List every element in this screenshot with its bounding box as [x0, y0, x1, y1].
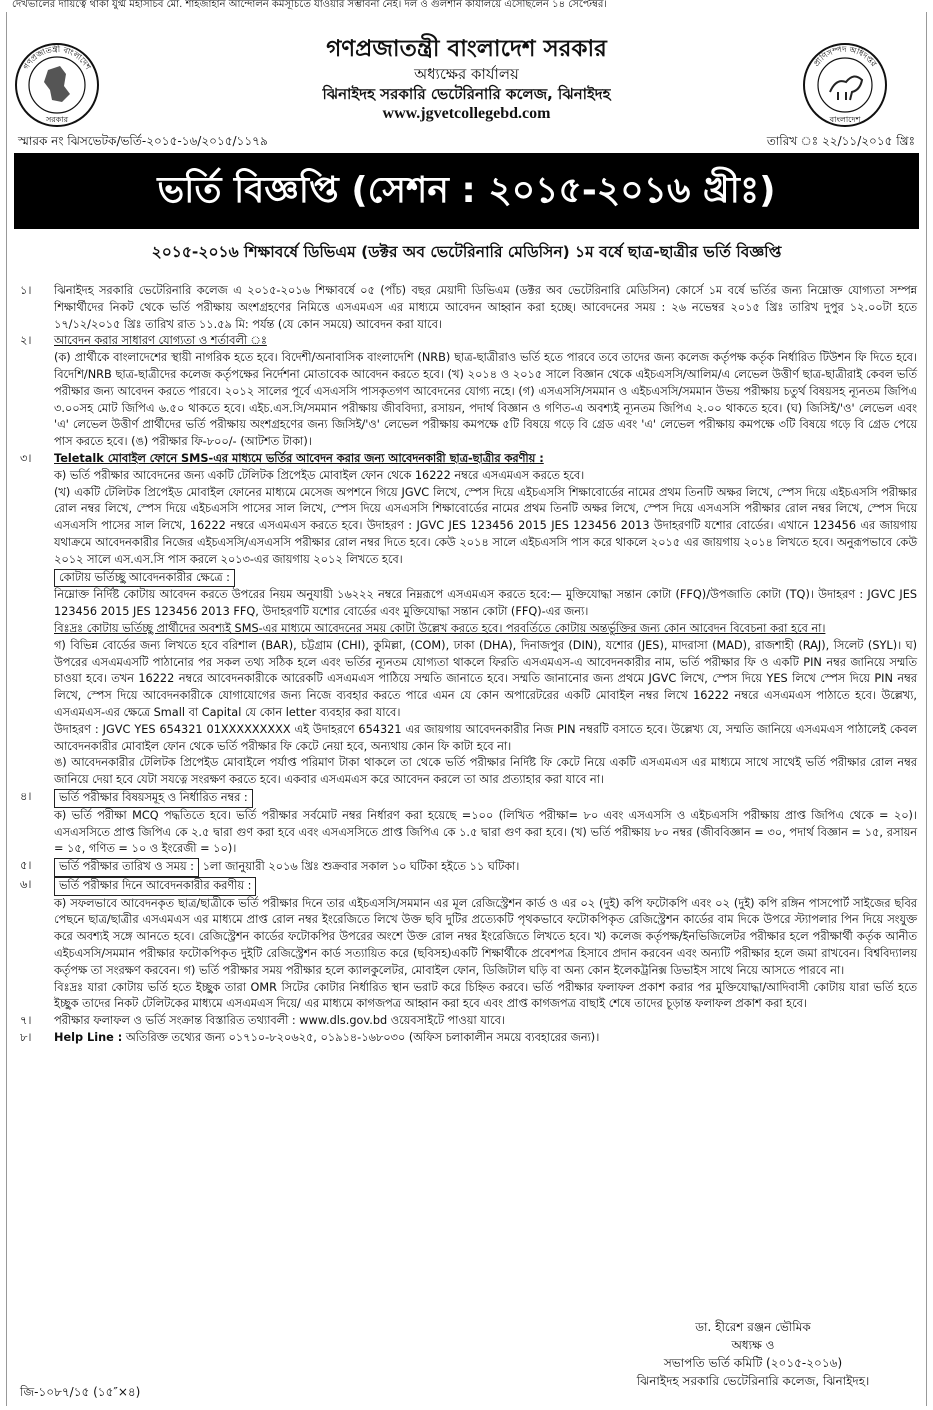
section-number: ৩।	[20, 451, 32, 465]
notice-subheading: ২০১৫-২০১৬ শিক্ষাবর্ষে ডিভিএম (ডক্টর অব ভেটেরিনারি মেডিসিন) ১ম বর্ষে ছাত্র-ছাত্রীর ভর্তি বিজ্ঞপ্তি	[151, 243, 782, 261]
seal-bottom-text: সরকার	[45, 115, 69, 124]
sms-step-ga: গ) বিভিন্ন বোর্ডের জন্য লিখতে হবে বরিশাল (BAR), চট্টগ্রাম (CHI), কুমিল্লা, (COM), ঢাকা (DHA), দিনাজপুর (DIN), যশোর (JES), মাদরাসা (MAD), রাজশাহী (RAJ), সিলেট (SYL)। ঘ) উপরের এসএমএসটি পাঠানোর পর সকল তথ্য সঠিক হলে এবং ভর্তির ন্যূনতম যোগ্যতা থাকলে ফিরতি এসএমএস-এ আবেদনকারীর নাম, ভর্তি পরীক্ষার ফি ও একটি PIN নম্বর জানিয়ে সম্মতি চাওয়া হবে। তখন 16222 নম্বরে আবেদনকারীকে আরেকটি এসএমএস পাঠিয়ে সম্মতি জানাতে হবে। সম্মতি জানানোর জন্য প্রথমে JGVC লিখে, স্পেস দিয়ে YES লিখে স্পেস দিয়ে PIN নম্বর লিখে, স্পেস দিয়ে আবেদনকারীকে যোগাযোগের জন্য নিজে ব্যবহার করতে পারে এমন যে কোন অপারেটরের একটি মোবাইল নম্বর লিখে 16222 নম্বরে এসএমএস পাঠাতে হবে। উল্লেখ্য, এসএমএস-এর ক্ষেত্রে Small বা Capital যে কোন letter ব্যবহার করা যাবে।	[54, 638, 917, 719]
print-code: জি-১০৮৭/১৫ (১৫″×৪)	[20, 1385, 141, 1399]
sms-step-kha: (খ) একটি টেলিটক প্রিপেইড মোবাইল ফোনের মাধ্যমে মেসেজ অপশনে গিয়ে JGVC লিখে, স্পেস দিয়ে এইচএসসি শিক্ষাবোর্ডের নামের প্রথম তিনটি অক্ষর লিখে, স্পেস দিয়ে এইচএসসি পরীক্ষার রোল নম্বর লিখে, স্পেস দিয়ে এইচএসসি পাসের সাল লিখে, স্পেস দিয়ে এসএসসি শিক্ষাবোর্ডের নামের প্রথম তিনটি অক্ষর লিখে, স্পেস দিয়ে এসএসসি পরীক্ষার রোল নম্বর লিখে, স্পেস দিয়ে এসএসসি পাসের সাল লিখে, 16222 নম্বরে এসএমএস করতে হবে। উদাহরণ : JGVC JES 123456 2015 JES 123456 2013 উদাহরণটি যশোর বোর্ডের। এখানে 123456 এর জায়গায় যথাক্রমে আবেদনকারীর নিজের এইচএসসি/এসএসসি পরীক্ষার রোল নম্বর দিতে হবে। কেউ ২০১৪ সালে এইচএসসি পাস করে থাকলে ২০১৫ এর জায়গায় ২০১৪ লিখতে হবে। অনুরূপভাবে কেউ ২০১২ সালে এস.এস.সি পাস করলে ২০১৩-এর জায়গায় ২০১২ লিখতে হবে।	[54, 485, 917, 566]
government-title: গণপ্রজাতন্ত্রী বাংলাদেশ সরকার	[326, 36, 607, 62]
section-4	[20, 789, 917, 858]
sms-step-ka: ক) ভর্তি পরীক্ষার আবেদনের জন্য একটি টেলিটক প্রিপেইড মোবাইল ফোন থেকে 16222 নম্বরে এসএমএস করতে হবে।	[54, 468, 585, 482]
section-heading: আবেদন করার সাধারণ যোগ্যতা ও শর্তাবলী ঃ	[54, 334, 267, 348]
help-line-numbers: অতিরিক্ত তথ্যের জন্য ০১৭১০-৮২০৬২৫, ০১৯১৪-১৬৮০৩০ (অফিস চলাকালীন সময়ে ব্যবহারের জন্য)।	[125, 1031, 600, 1045]
section-7	[20, 1013, 917, 1030]
admission-notice-banner: ভর্তি বিজ্ঞপ্তি (সেশন : ২০১৫-২০১৬ খ্রীঃ)	[14, 153, 919, 229]
seal-bottom-text: বাংলাদেশ	[829, 115, 861, 124]
signature-block	[603, 1318, 903, 1390]
reference-row	[18, 133, 915, 149]
section-number: ৪।	[20, 789, 32, 803]
quota-note: বিঃদ্রঃ কোটায় ভর্তিচ্ছু প্রার্থীদের অবশ্যই SMS-এর মাধ্যমে আবেদনের সময় কোটা উল্লেখ করতে হবে। পরবর্তিতে কোটায় অন্তর্ভুক্তির জন্য কোন আবেদন বিবেচনা করা হবে না।	[54, 621, 826, 635]
results-info: পরীক্ষার ফলাফল ও ভর্তি সংক্রান্ত বিস্তারিত তথ্যাবলী : www.dls.gov.bd ওয়েবসাইটে পাওয়া যাবে।	[54, 1014, 505, 1028]
section-heading: ভর্তি পরীক্ষার তারিখ ও সময় :	[54, 858, 199, 877]
section-number: ৫।	[20, 859, 32, 873]
government-seal-icon	[14, 42, 100, 128]
section-5	[20, 858, 917, 877]
college-name: ঝিনাইদহ সরকারি ভেটেরিনারি কলেজ, ঝিনাইদহ	[322, 85, 611, 103]
livestock-department-seal-icon	[802, 42, 888, 128]
help-line-label: Help Line :	[54, 1031, 123, 1045]
section-number: ৮।	[20, 1031, 32, 1045]
letterhead	[150, 34, 783, 124]
office-name: অধ্যক্ষের কার্যালয়	[414, 65, 519, 83]
quota-heading: কোটায় ভর্তিচ্ছু আবেদনকারীর ক্ষেত্রে :	[54, 569, 235, 588]
exam-date-time: ১লা জানুয়ারী ২০১৬ খ্রিঃ শুক্রবার সকাল ১০ ঘটিকা হইতে ১১ ঘটিকা।	[202, 860, 520, 874]
section-note: বিঃদ্রঃ যারা কোটায় ভর্তি হতে ইচ্ছুক তারা OMR সিটের কোটার নির্ধারিত স্থান ভরাট করে চিহ্নিত করবে। ভর্তি পরীক্ষার ফলাফল প্রকাশ করার পর মুক্তিযোদ্ধা/আদিবাসী কোটায় যারা ভর্তি হতে ইচ্ছুক তাদের নিকট টেলিটকের মাধ্যমে এসএমএস দিয়ে/ এর মাধ্যমে কাগজপত্র আহ্বান করা হবে এবং প্রাপ্ত কাগজপত্র বাছাই শেষে তাদের চূড়ান্ত ফলাফল প্রকাশ করা হবে।	[54, 980, 917, 1011]
signatory-committee: সভাপতি ভর্তি কমিটি (২০১৫-২০১৬)	[663, 1356, 843, 1370]
seal-top-text: গণপ্রজাতন্ত্রী বাংলাদেশ	[21, 44, 93, 72]
seal-top-text: প্রাণিসম্পদ অধিদপ্তর	[811, 44, 879, 69]
section-text: ক) সফলভাবে আবেদনকৃত ছাত্র/ছাত্রীকে ভর্তি পরীক্ষার দিনে তার এইচএসসি/সমমান এর মূল রেজিস্ট্রেশন কার্ড ও এর ০২ (দুই) কপি ফটোকপি এবং ০২ (দুই) কপি রঙ্গিন পাসপোর্ট সাইজের ছবির পেছনে ছাত্র/ছাত্রীর এসএমএস এর মাধ্যমে প্রাপ্ত রোল নম্বর ইংরেজিতে লিখে উক্ত ছবি দুটির প্রত্যেকটি পৃথকভাবে ফটোকপিকৃত রেজিস্ট্রেশন কার্ডের বাম দিকে উপরে স্ট্যাপলার পিন দিয়ে সংযুক্ত করে অবশ্যই সঙ্গে আনতে হবে। রেজিস্ট্রেশন কার্ডের ফটোকপির উপরের অংশে উক্ত রোল নম্বর ইংরেজিতে লিখতে হবে। খ) কলেজ কর্তৃপক্ষ/ইনভিজিলেটর পরীক্ষার হলে পরীক্ষার্থী কর্তৃক আনীত এইচএসসি/সমমান পরীক্ষার ফটোকপিকৃত দুইটি রেজিস্ট্রেশন কার্ড সত্যায়িত করে (ছবিসহ)একটি শিক্ষার্থীকে প্রবেশপত্র হিসাবে প্রদান করবেন এবং অন্যটি পরীক্ষার হলে জমা রাখবেন। বিশ্ববিদ্যালয় কর্তৃপক্ষ তা সংরক্ষণ করবেন। গ) ভর্তি পরীক্ষার সময় পরীক্ষার হলে ক্যালকুলেটর, মোবাইল ফোন, ডিজিটাল ঘড়ি বা অন্য কোন ইলেকট্রনিক্স ডিভাইস সাথে নিয়ে আসতে পারবে না।	[54, 896, 917, 977]
section-heading: ভর্তি পরীক্ষার দিনে আবেদনকারীর করণীয় :	[54, 877, 256, 896]
section-1	[20, 283, 917, 333]
signatory-role: অধ্যক্ষ ও	[731, 1338, 775, 1352]
memo-number: স্মারক নং ঝিসভেটক/ভর্তি-২০১৫-১৬/২০১৫/১১৭৯	[18, 134, 268, 148]
section-number: ২।	[20, 334, 32, 348]
section-2	[20, 333, 917, 451]
college-website-link[interactable]: www.jgvetcollegebd.com	[382, 105, 551, 122]
section-3	[20, 451, 917, 789]
section-number: ১।	[20, 284, 32, 297]
section-heading: ভর্তি পরীক্ষার বিষয়সমূহ ও নির্ধারিত নম্বর :	[54, 789, 253, 808]
notice-body	[20, 283, 917, 1047]
quota-text: নিম্নোক্ত নির্দিষ্ট কোটায় আবেদন করতে উপরের নিয়ম অনুযায়ী ১৬২২২ নম্বরে নিম্নরূপে এসএমএস করতে হবে:— মুক্তিযোদ্ধা সন্তান কোটা (FFQ)/উপজাতি কোটা (TQ)। উদাহরণ : JGVC JES 123456 2015 JES 123456 2013 FFQ, উদাহরণটি যশোর বোর্ডের এবং মুক্তিযোদ্ধা সন্তান কোটা (FFQ)-এর জন্য।	[54, 588, 917, 619]
section-8	[20, 1030, 917, 1047]
newspaper-top-strip: দেখভালের দায়িত্বে থাকা যুগ্ম মহাসচিব মো. শাহজাহান আন্দোলন কর্মসূচিতে যাওয়ার সম্ভাবনা নেই। দল ও গুলশান কার্যালয়ে এসেছিলেন ১৪ সেপ্টেম্বর।	[12, 0, 607, 10]
sms-step-uo: ঙ) আবেদনকারীর টেলিটক প্রিপেইড মোবাইলে পর্যাপ্ত পরিমাণ টাকা থাকলে তা থেকে ভর্তি পরীক্ষার নির্দিষ্ট ফি কেটে নিয়ে একটি এসএমএস এর মাধ্যমে সাথে সাথেই ভর্তি পরীক্ষার রোল নম্বর জানিয়ে দেয়া হবে যেটা সযত্নে সংরক্ষণ করতে হবে। একবার এসএমএস করে আবেদন করলে তা আর প্রত্যাহার করা যাবে না।	[54, 756, 917, 787]
signatory-organization: ঝিনাইদহ সরকারি ভেটেরিনারি কলেজ, ঝিনাইদহ।	[636, 1374, 870, 1388]
section-text: ঝিনাইদহ সরকারি ভেটেরিনারি কলেজ এ ২০১৫-২০১৬ শিক্ষাবর্ষে ০৫ (পাঁচ) বছর মেয়াদী ডিভিএম (ডক্টর অব ভেটেরিনারি মেডিসিন) কোর্সে ১ম বর্ষে ভর্তির জন্য নিম্নোক্ত যোগ্যতা সম্পন্ন শিক্ষার্থীদের নিকট থেকে ভর্তি পরীক্ষায় অংশগ্রহণের নিমিত্তে এসএমএস এর মাধ্যমে আবেদন আহ্বান করা হচ্ছে। আবেদনের সময় : ২৬ নভেম্বর ২০১৫ খ্রিঃ তারিখ দুপুর ১২.০০টা হতে ১৭/১২/২০১৫ খ্রিঃ তারিখ রাত ১১.৫৯ মি: পর্যন্ত (যে কোন সময়ে) আবেদন করা যাবে।	[54, 284, 917, 331]
signatory-name: ডা. হীরেশ রঞ্জন ভৌমিক	[695, 1320, 811, 1334]
section-6	[20, 877, 917, 1013]
sms-example: উদাহরণ : JGVC YES 654321 01XXXXXXXXX এই উদাহরণে 654321 এর জায়গায় আবেদনকারীর নিজ PIN নম্বরটি বসাতে হবে। উল্লেখ্য যে, সম্মতি জানিয়ে এসএমএস পাঠালেই কেবল আবেদনকারীর মোবাইল ফোন থেকে ভর্তি পরীক্ষার ফি কেটে নেয়া হবে, অন্যথায় কোন ফি কাটা হবে না।	[54, 722, 917, 753]
svg-text:প্রাণিসম্পদ অধিদপ্তর	[812, 45, 879, 69]
notice-date: তারিখ ঃ ২২/১১/২০১৫ খ্রিঃ	[766, 134, 915, 148]
section-number: ৬।	[20, 877, 32, 891]
section-heading: Teletalk মোবাইল ফোনে SMS-এর মাধ্যমে ভর্তির আবেদন করার জন্য আবেদনকারী ছাত্র-ছাত্রীর করণীয় :	[54, 451, 544, 465]
section-number: ৭।	[20, 1014, 32, 1028]
section-text: (ক) প্রার্থীকে বাংলাদেশের স্থায়ী নাগরিক হতে হবে। বিদেশী/অনাবাসিক বাংলাদেশি (NRB) ছাত্র-ছাত্রীরাও ভর্তি হতে পারবে তবে তাদের জন্য কলেজ কর্তৃপক্ষ কর্তৃক নির্ধারিত টিউশন ফি দিতে হবে। বিদেশি/NRB ছাত্র-ছাত্রীদের কলেজ কর্তৃপক্ষের নির্দেশনা মোতাবেক আবেদন করতে হবে। (খ) ২০১৪ ও ২০১৫ সালে বিজ্ঞান থেকে এইচএসসি/আলিম/এ লেভেল উত্তীর্ণ ছাত্র-ছাত্রীরাই কেবল ভর্তি পরীক্ষার জন্য আবেদন করতে পারবে। ২০১২ সালের পূর্বে এসএসসি পাসকৃতগণ আবেদনের যোগ্য নহে। (গ) এসএসসি/সমমান ও এইচএসসি/সমমান উভয় পরীক্ষায় চতুর্থ বিষয়সহ ন্যূনতম জিপিএ ৩.০০সহ মোট জিপিএ ৬.৫০ থাকতে হবে। এইচ.এস.সি/সমমান পরীক্ষায় জীববিদ্যা, রসায়ন, পদার্থ বিজ্ঞান ও গণিত-এ অবশ্যই ন্যূনতম জিপিএ ২.০০ থাকতে হবে। (ঘ) জিসিই/'ও' লেভেল এবং 'এ' লেভেল উত্তীর্ণ প্রার্থীদের ভর্তি পরীক্ষায় অংশগ্রহণের জন্য জিসিই/'ও' লেভেল পরীক্ষায় কমপক্ষে ৫টি বিষয়ে গড়ে বি গ্রেড এবং 'এ' লেভেল পরীক্ষায় কমপক্ষে ৩টি বিষয়ে গড়ে বি গ্রেড পেয়ে পাস করতে হবে। (ঙ) পরীক্ষার ফি-৮০০/- (আটশত টাকা)।	[54, 351, 917, 449]
section-text: ক) ভর্তি পরীক্ষা MCQ পদ্ধতিতে হবে। ভর্তি পরীক্ষার সর্বমোট নম্বর নির্ধারণ করা হয়েছে =১০০ (লিখিত পরীক্ষা= ৮০ এবং এসএসসি ও এইচএসসি পরীক্ষায় প্রাপ্ত জিপিএ থেকে = ২০)। এসএসসিতে প্রাপ্ত জিপিএ কে ২.৫ দ্বারা গুণ করা হবে এবং এসএসসিতে প্রাপ্ত জিপিএ কে ১.৫ দ্বারা গুণ করা হবে। (খ) ভর্তি পরীক্ষায় ৮০ নম্বর (জীববিজ্ঞান = ৩০, পদার্থ বিজ্ঞান = ১৫, রসায়ন = ১৫, গণিত = ১০ ও ইংরেজী = ১০)।	[54, 808, 917, 856]
